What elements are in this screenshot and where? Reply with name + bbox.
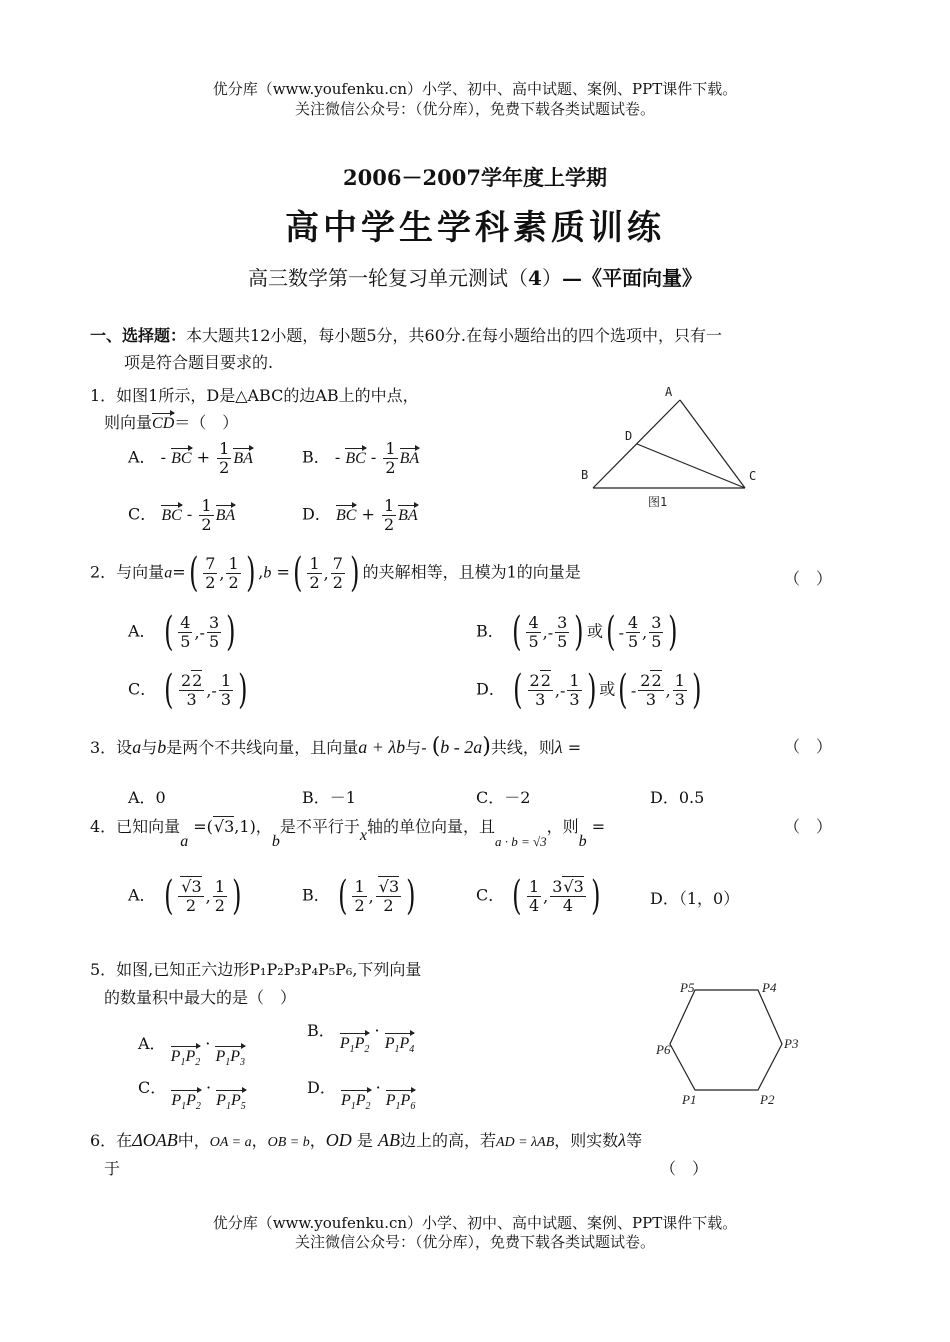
- q5-option-d[interactable]: D． $P_1P_2 \cdot P_1P_6$: [307, 1078, 416, 1113]
- q1-triangle-figure: [575, 380, 775, 515]
- q4-stem: 4．已知向量a =(√3,1)，b是不平行于x轴的单位向量，且$_{a \cdot b = √3}$，则b =: [90, 817, 606, 850]
- q2-option-c[interactable]: C． ( $\frac{22}{3}$ ,- $\frac{1}{3}$ ): [128, 667, 248, 713]
- q5-stem-1: 5．如图,已知正六边形P₁P₂P₃P₄P₅P₆,下列向量: [90, 960, 422, 979]
- q6-stem: 6．在ΔOAB中，OA = a，OB = b，OD 是 AB边上的高，若AD = λAB，则实数λ等: [90, 1130, 643, 1150]
- label-d: D: [625, 429, 633, 443]
- figure-caption: 图1: [648, 495, 668, 509]
- q4-option-d[interactable]: D．（1，0）: [650, 889, 740, 908]
- q5-option-c[interactable]: C． $P_1P_2 \cdot P_1P_5$: [138, 1078, 246, 1113]
- label-b: B: [581, 468, 589, 482]
- title-main: 高中学生学科素质训练: [285, 208, 665, 248]
- q3-option-d[interactable]: D．0.5: [650, 788, 705, 807]
- title-year: 2006－2007学年度上学期: [343, 165, 607, 190]
- q2-answer-paren: （ ）: [784, 569, 833, 588]
- q4-option-b[interactable]: B． ( $\frac{1}{2}$ , $\frac{√3}{2}$ ): [302, 873, 416, 919]
- q1-stem-1: 1．如图1所示，D是△ABC的边AB上的中点，: [90, 386, 419, 405]
- hex-label-p3: P3: [784, 1036, 799, 1051]
- footer-line-1: 优分库（www.youfenku.cn）小学、初中、高中试题、案例、PPT课件下载。: [212, 1214, 738, 1232]
- q2-option-b[interactable]: B． ( $\frac{4}{5}$ ,- $\frac{3}{5}$ ) 或 ( - $\frac{4}{5}$ , $\frac{3}{5}$ ): [476, 609, 678, 655]
- hex-label-p1: P1: [682, 1092, 697, 1107]
- hexagon-shape: [670, 990, 782, 1090]
- q2-option-a[interactable]: A． ( $\frac{4}{5}$ ,- $\frac{3}{5}$ ): [128, 609, 236, 655]
- q3-stem: 3．设a与b是两个不共线向量，且向量a + λb与- (b - 2a)共线，则λ =: [90, 734, 582, 759]
- hex-label-p2: P2: [760, 1092, 775, 1107]
- q3-answer-paren: （ ）: [784, 737, 833, 756]
- q3-option-c[interactable]: C．－2: [476, 788, 531, 807]
- section-1-text-2: 项是符合题目要求的.: [124, 353, 274, 372]
- q2-option-d[interactable]: D． ( $\frac{22}{3}$ ,- $\frac{1}{3}$ ) 或 ( - $\frac{22}{3}$ , $\frac{1}{3}$ ): [476, 667, 702, 713]
- q1-option-d[interactable]: D． BC + $\frac{1}{2}$ BA: [302, 496, 418, 534]
- q4-option-c[interactable]: C． ( $\frac{1}{4}$ , $\frac{3√3}{4}$ ): [476, 873, 601, 919]
- q6-stem-2: 于: [104, 1159, 121, 1178]
- q6-answer-paren: （ ）: [660, 1159, 709, 1178]
- q5-stem-2: 的数量积中最大的是（ ）: [104, 988, 297, 1007]
- q4-option-a[interactable]: A． ( $\frac{√3}{2}$ , $\frac{1}{2}$ ): [128, 873, 242, 919]
- q4-answer-paren: （ ）: [784, 817, 833, 836]
- hex-label-p6: P6: [656, 1042, 671, 1057]
- q1-option-b[interactable]: B． - BC - $\frac{1}{2}$ BA: [302, 439, 420, 477]
- label-a: A: [665, 385, 673, 399]
- hex-label-p4: P4: [762, 980, 777, 995]
- q5-hexagon-figure: [650, 972, 805, 1107]
- q2-stem: 2．与向量a= ( $\frac{7}{2}$ , $\frac{1}{2}$ ) ,b = ( $\frac{1}{2}$ , $\frac{7}{2}$ ) 的夹解相等，且模为1的向量是: [90, 550, 581, 596]
- q3-option-b[interactable]: B．－1: [302, 788, 356, 807]
- q3-option-a[interactable]: A．0: [128, 788, 166, 807]
- label-c: C: [749, 469, 757, 483]
- q5-option-a[interactable]: A． $P_1P_2 \cdot P_1P_3$: [138, 1034, 246, 1069]
- q5-option-b[interactable]: B． $P_1P_2 \cdot P_1P_4$: [307, 1021, 415, 1056]
- triangle-side-ab: [593, 400, 680, 488]
- hex-label-p5: P5: [680, 980, 695, 995]
- q1-option-a[interactable]: A． - BC + $\frac{1}{2}$ BA: [128, 439, 253, 477]
- title-sub: 高三数学第一轮复习单元测试（4）—《平面向量》: [248, 266, 702, 290]
- footer-line-2: 关注微信公众号：（优分库），免费下载各类试题试卷。: [294, 1233, 655, 1251]
- q1-stem-2: 则向量CD＝（ ）: [104, 413, 239, 432]
- header-line-1: 优分库（www.youfenku.cn）小学、初中、高中试题、案例、PPT课件下载。: [212, 80, 738, 98]
- section-1-heading: 一、选择题：本大题共12小题，每小题5分，共60分.在每小题给出的四个选项中，只有一: [90, 326, 723, 345]
- header-line-2: 关注微信公众号：（优分库），免费下载各类试题试卷。: [294, 100, 655, 118]
- q1-option-c[interactable]: C． BC - $\frac{1}{2}$ BA: [128, 496, 236, 534]
